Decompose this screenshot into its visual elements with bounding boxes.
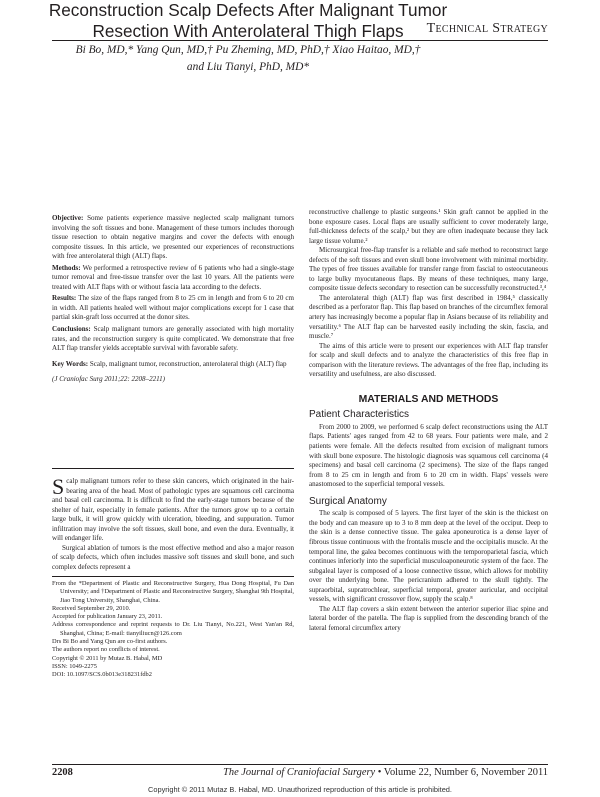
coi-note: The authors report no conflicts of interest. — [52, 646, 160, 654]
abstract-rule — [52, 468, 294, 469]
footer-rule — [52, 764, 548, 765]
conclusions-label: Conclusions: — [52, 325, 91, 334]
journal-info — [223, 767, 548, 778]
authors-line-2: and Liu Tianyi, PhD, MD* — [186, 61, 310, 73]
conclusions-text: Scalp malignant tumors are generally associated with high mortality rates, and the reconstruction surgery is quite complicated. We demonstrate that free ALT flap transfer yields acceptable survival with favorable safety. — [52, 325, 294, 353]
methods-text: We performed a retrospective review of 6 patients who had a single-stage tumor removal and free-tissue transfer over the last 10 years. All the patients were treated with ALT flaps with or without fascia lata according to the defects. — [52, 263, 294, 291]
patient-heading: Patient Characteristics — [309, 409, 410, 421]
intro-paragraph-1-text: calp malignant tumors refer to these skin cancers, which originated in the hair-bearing area of the head. Most of pathologic types are squamous cell carcinoma and basal cell carcinoma. It is difficult to find the early-stage tumors because of the shelter of hair, especially in female patients. After the tumors grow up to a certain large bulk, it will grow quickly with ulceration, bleeding, and suppuration. Tumor infiltration may involve the soft tissues, skull bone, and even the dura. Eventually, it will endanger life. — [52, 477, 294, 543]
title-line-1: Reconstruction Scalp Defects After Malignant Tumor — [48, 0, 448, 20]
right-paragraph-4: The aims of this article were to present our experiences with ALT flap transfer for scalp and skull defects and to analyze the characteristics of this free flap in comparison with the literature reviews. The advantages of the free flap, including its versatility and usefulness, are also discussed. — [309, 341, 548, 379]
intro-paragraph-1 — [52, 474, 294, 544]
authors-line-1: Bi Bo, MD,* Yang Qun, MD,† Pu Zheming, MD, PhD,† Xiao Haitao, MD,† — [75, 44, 421, 56]
objective-label: Objective: — [52, 214, 84, 222]
footnote-rule — [52, 576, 294, 577]
right-paragraph-7: The ALT flap covers a skin extent between the anterior superior iliac spine and lateral border of the patella. The flap is supplied from the descending branch of the lateral femoral circumflex artery — [309, 604, 548, 632]
right-paragraph-3: The anterolateral thigh (ALT) flap was first described in 1984,⁵ classically described as a perforator flap. This flap based on branches of the circumflex femoral artery has increasingly become a popular flap in Asians because of its reliability and versatility.⁶ The ALT flap can be harvested easily including the skin, fascia, and muscle.⁷ — [309, 293, 548, 341]
intro-text — [52, 474, 294, 572]
title-line-2: Resection With Anterolateral Thigh Flaps — [92, 21, 404, 41]
affiliation-note: From the *Department of Plastic and Reconstructive Surgery, Hua Dong Hospital, Fu Dan University; and †Department of Plastic and Reconstructive Surgery, Shanghai 9th Hospital, Jiao Tong University, Shanghai, China. — [52, 580, 294, 604]
abstract-methods — [52, 264, 294, 293]
footnotes — [52, 580, 294, 680]
page-number: 2208 — [52, 767, 73, 778]
abstract-keywords — [52, 360, 294, 370]
abstract — [52, 214, 294, 385]
abstract-conclusions — [52, 325, 294, 354]
abstract-objective — [52, 214, 294, 262]
abstract-results — [52, 294, 294, 323]
drop-cap: S — [52, 474, 65, 499]
section-heading: Technical Strategy — [426, 21, 548, 36]
objective-text: Some patients experience massive neglected scalp malignant tumors involving the soft tissues and bone. Management of these tumors includes thorough tissue resection to obtain negative margins and cover the defects with enough composite tissues. In this article, we presented our experiences of reconstructions with free anterolateral thigh (ALT) flaps. — [52, 214, 294, 261]
right-paragraph-6: The scalp is composed of 5 layers. The first layer of the skin is the thickest on the body and can measure up to 3 to 8 mm deep at the level of the occiput. Deep to the skin is a dense connective tissue. The galea aponeurotica is a dense layer of fibrous tissue continuous with the frontalis muscle and the occipitalis muscle. At the temporal line, the galea becomes continuous with the temporoparietal fascia, which continues inferiorly into the superficial musculoaponeurotic system of the face. The subgaleal layer is composed of a loose connective tissue, which allows for mobility over the underlying bone. The pericranium adhered to the skull tightly. The supraorbital, supratrochlear, superficial temporal, greater auricular, and occipital vessels, with significant crossover flow, supply the scalp.⁸ — [309, 509, 548, 604]
header-rule — [52, 40, 548, 41]
issn-note: ISSN: 1049-2275 — [52, 662, 97, 670]
anatomy-heading: Surgical Anatomy — [309, 495, 387, 507]
author-list — [0, 42, 496, 76]
methods-label: Methods: — [52, 263, 81, 272]
right-paragraph-2: Microsurgical free-flap transfer is a reliable and safe method to reconstruct large defects of the soft tissues and even skull bone involvement with minimal morbidity. The types of free tissues available for transfer range from fascial to osteocutaneous to large bulky myocutaneous flaps. By means of these techniques, many large, composite tissue defects secondary to resection can be successfully reconstructed.³,⁴ — [309, 246, 548, 293]
journal-name: The Journal of Craniofacial Surgery — [223, 767, 376, 778]
results-text: The size of the flaps ranged from 8 to 25 cm in length and from 6 to 20 cm in width. All patients healed well without major complications except for 1 case that partial skin-graft loss occurred at the donor sites. — [52, 294, 294, 322]
citation: (J Craniofac Surg 2011;22: 2208–2211) — [52, 375, 165, 384]
intro-paragraph-2: Surgical ablation of tumors is the most effective method and also a major reason of scalp defects, which often includes massive soft tissues and skull bone, and such complex defects represent a — [52, 543, 294, 571]
results-label: Results: — [52, 294, 77, 303]
accepted-date: Accepted for publication January 23, 2011. — [52, 613, 163, 621]
keywords-text: Scalp, malignant tumor, reconstruction, anterolateral thigh (ALT) flap — [89, 359, 287, 368]
right-paragraph-1: reconstructive challenge to plastic surgeons.¹ Skin graft cannot be applied in the bone exposure cases. Local flaps are usually sufficient to cover moderately large, full-thickness defects of the scalp,² but they are often inadequate because they lack large tissue volume.² — [309, 208, 548, 245]
right-paragraph-5: From 2000 to 2009, we performed 6 scalp defect reconstructions using the ALT flaps. Patients' ages ranged from 42 to 68 years. Four patients were male, and 2 patients were female. All the defects resulted from excision of malignant tumors with skull bone exposure. The histologic diagnosis was squamous cell carcinoma (4 specimens) and basal cell carcinoma (2 specimens). The size of the flaps ranged from 8 to 25 cm in length and from 6 to 20 cm in width. Flaps' vessels were anastomosed to the superficial temporal vessels. — [309, 422, 548, 489]
cofirst-note: Drs Bi Bo and Yang Qun are co-first authors. — [52, 638, 168, 646]
doi-note: DOI: 10.1097/SCS.0b013e318231fdb2 — [52, 671, 152, 679]
right-column — [309, 208, 548, 633]
received-date: Received September 29, 2010. — [52, 604, 131, 612]
volume-info: • Volume 22, Number 6, November 2011 — [377, 767, 548, 778]
copyright-note: Copyright © 2011 by Mutaz B. Habal, MD — [52, 654, 163, 662]
correspondence-note: Address correspondence and reprint requests to Dr. Liu Tianyi, No.221, West Yan'an Rd, Shanghai, China; E-mail: tianyiliucn@126.com — [52, 621, 294, 637]
keywords-label: Key Words: — [52, 359, 89, 368]
article-title — [0, 0, 496, 42]
methods-heading: MATERIALS AND METHODS — [358, 393, 499, 405]
copyright-notice: Copyright © 2011 Mutaz B. Habal, MD. Unauthorized reproduction of this article is prohibited. — [148, 785, 452, 794]
